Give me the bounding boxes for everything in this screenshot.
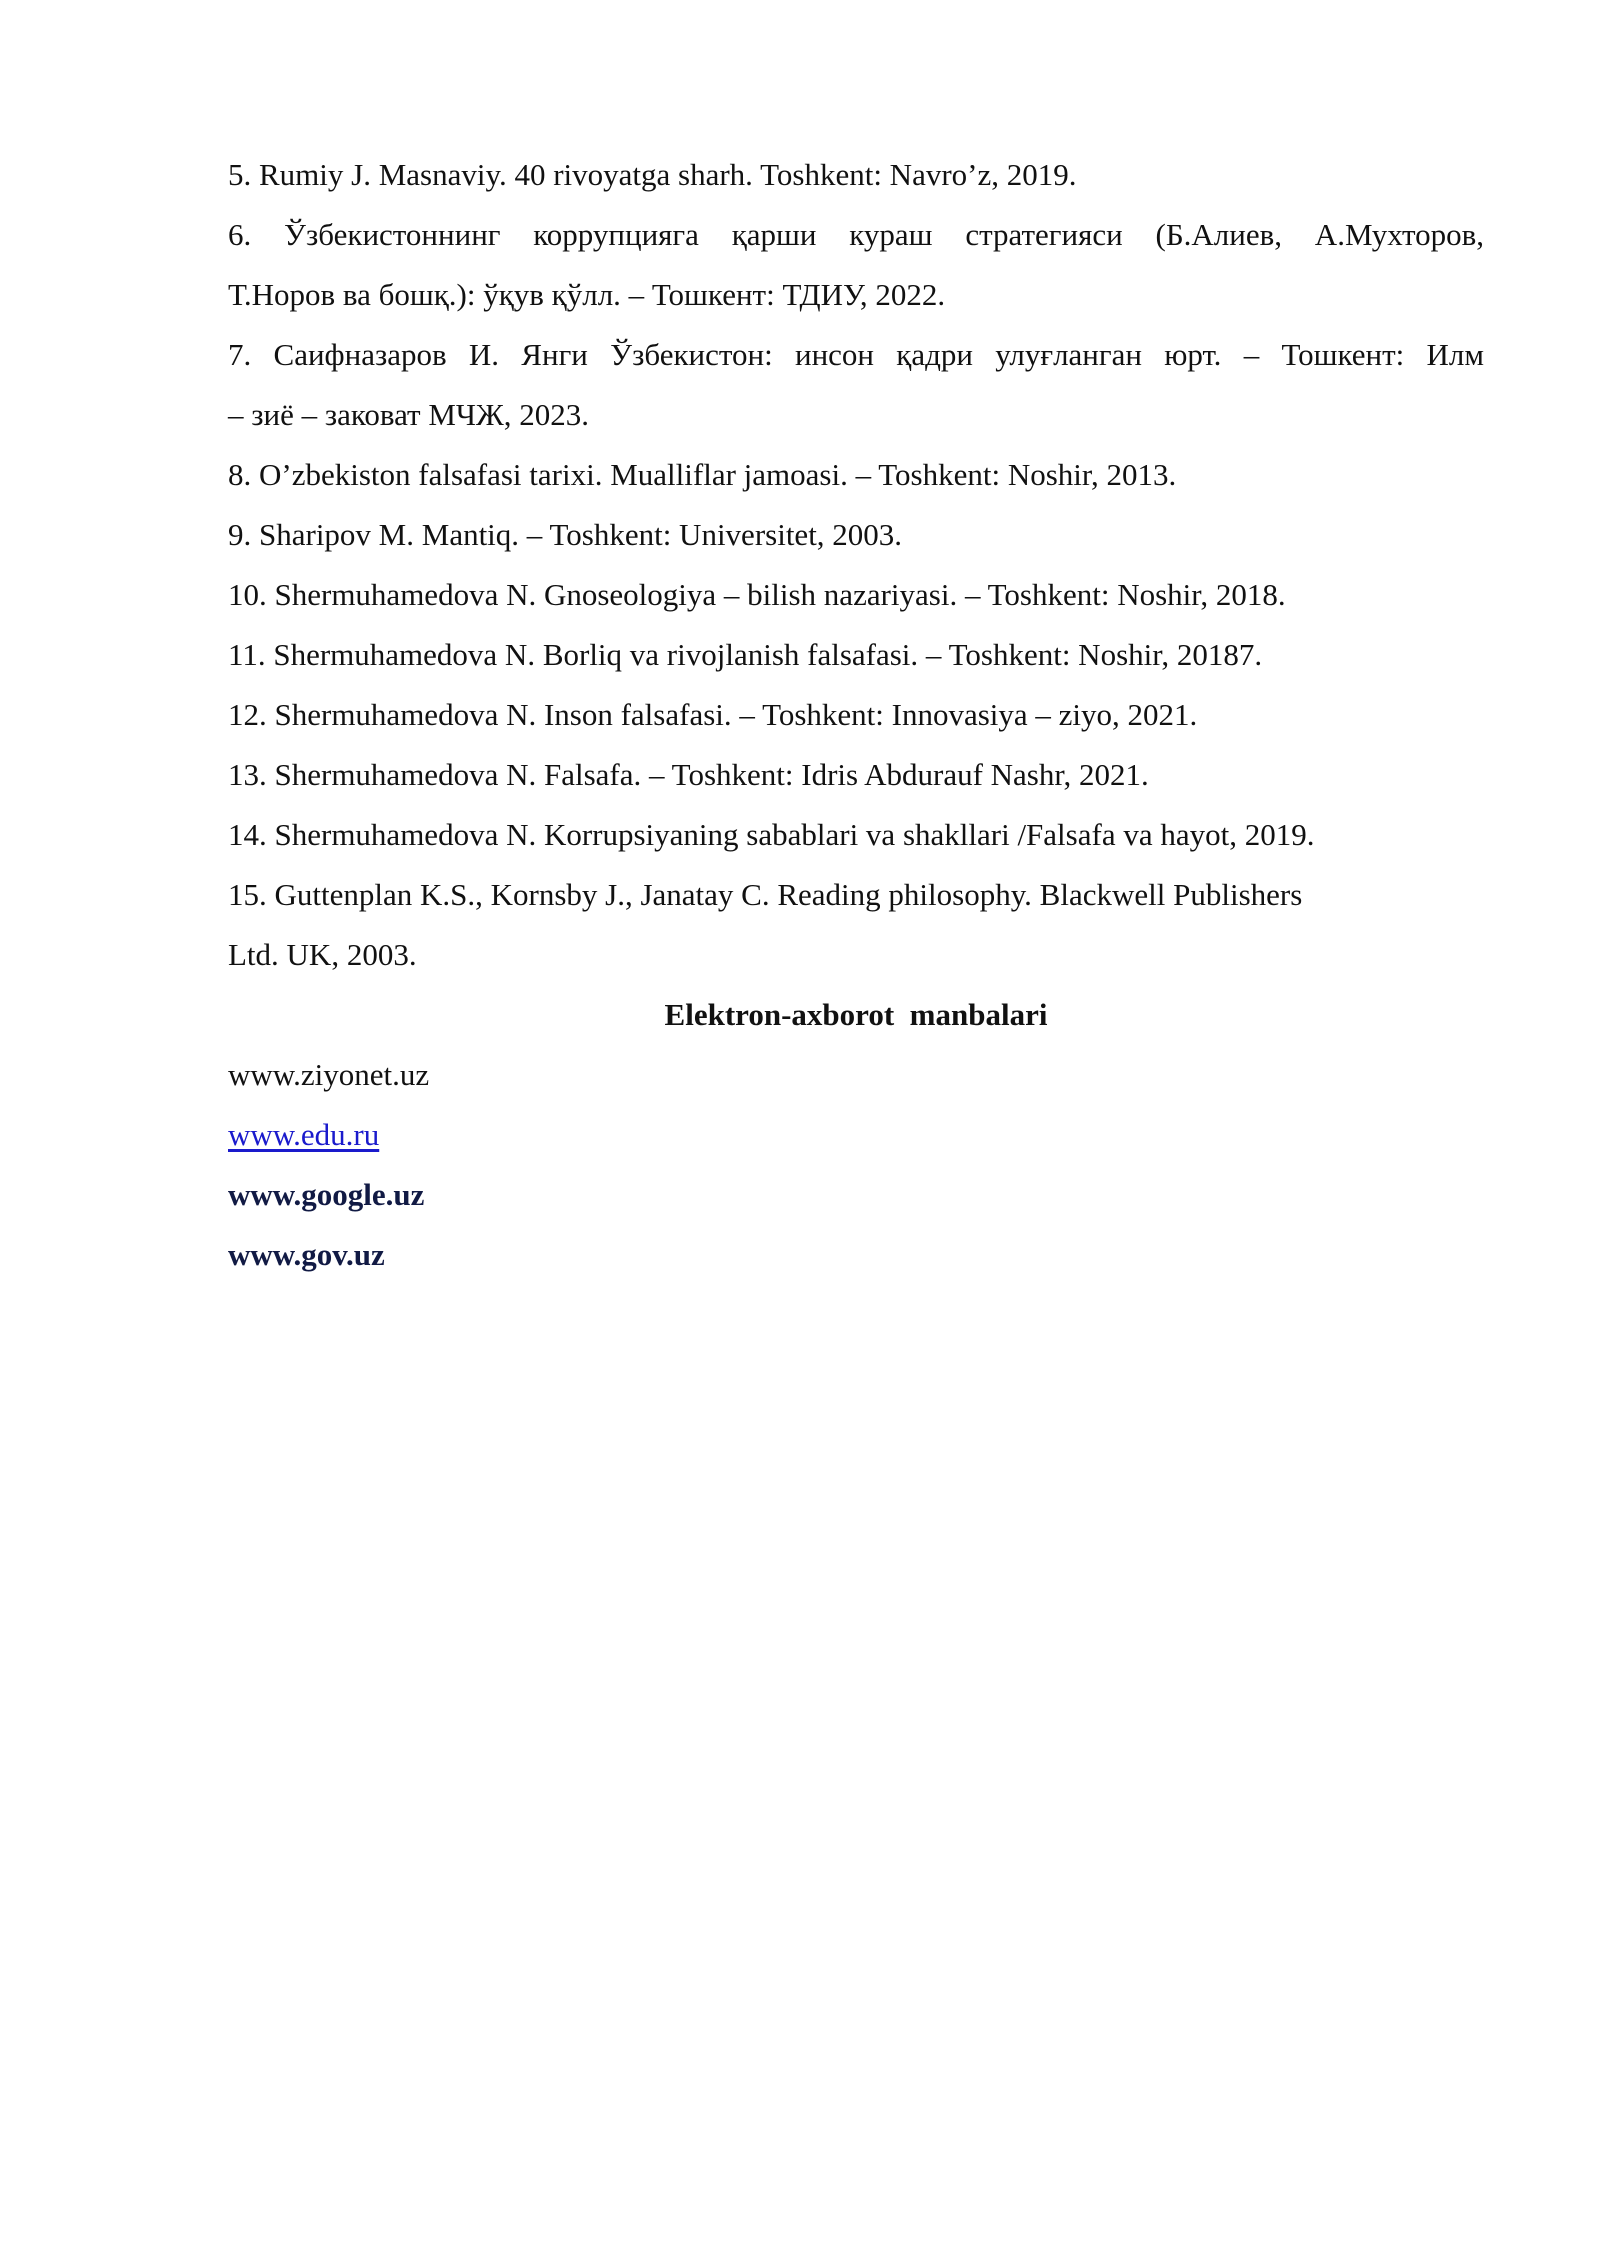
electronic-sources-heading: Elektron-axborot manbalari: [664, 997, 1048, 1032]
reference-item-7-line-2: – зиё – заковат МЧЖ, 2023.: [228, 397, 590, 432]
reference-item-15-line-2: Ltd. UK, 2003.: [228, 937, 417, 972]
reference-item-11: 11. Shermuhamedova N. Borliq va rivojlanish falsafasi. – Toshkent: Noshir, 20187.: [228, 637, 1263, 672]
reference-item-12: 12. Shermuhamedova N. Inson falsafasi. – Toshkent: Innovasiya – ziyo, 2021.: [228, 697, 1198, 732]
reference-item-15-line-1: 15. Guttenplan K.S., Kornsby J., Janatay C. Reading philosophy. Blackwell Publishers: [228, 877, 1303, 912]
reference-item-8: 8. O’zbekiston falsafasi tarixi. Mualliflar jamoasi. – Toshkent: Noshir, 2013.: [228, 457, 1177, 492]
reference-item-9: 9. Sharipov M. Mantiq. – Toshkent: Universitet, 2003.: [228, 517, 903, 552]
site-edu-link[interactable]: www.edu.ru: [228, 1117, 380, 1152]
reference-item-5: 5. Rumiy J. Masnaviy. 40 rivoyatga sharh. Toshkent: Navro’z, 2019.: [228, 157, 1077, 192]
electronic-sources-list: [228, 1045, 1484, 1285]
reference-list: [228, 145, 1484, 985]
site-google: www.google.uz: [228, 1177, 425, 1212]
reference-item-10: 10. Shermuhamedova N. Gnoseologiya – bilish nazariyasi. – Toshkent: Noshir, 2018.: [228, 577, 1286, 612]
reference-item-13: 13. Shermuhamedova N. Falsafa. – Toshkent: Idris Abdurauf Nashr, 2021.: [228, 757, 1149, 792]
reference-item-7-line-1: 7. Саифназаров И. Янги Ўзбекистон: инсон қадри улуғланган юрт. – Тошкент: Илм: [228, 337, 1484, 372]
reference-item-6-line-2: Т.Норов ва бошқ.): ўқув қўлл. – Тошкент: ТДИУ, 2022.: [228, 277, 946, 312]
site-gov: www.gov.uz: [228, 1237, 385, 1272]
reference-item-6-line-1: 6. Ўзбекистоннинг коррупцияга қарши кураш стратегияси (Б.Алиев, А.Мухторов,: [228, 217, 1484, 252]
reference-item-14: 14. Shermuhamedova N. Korrupsiyaning sabablari va shakllari /Falsafa va hayot, 2019.: [228, 817, 1315, 852]
site-ziyonet: www.ziyonet.uz: [228, 1057, 430, 1092]
document-page: [228, 145, 1484, 1285]
